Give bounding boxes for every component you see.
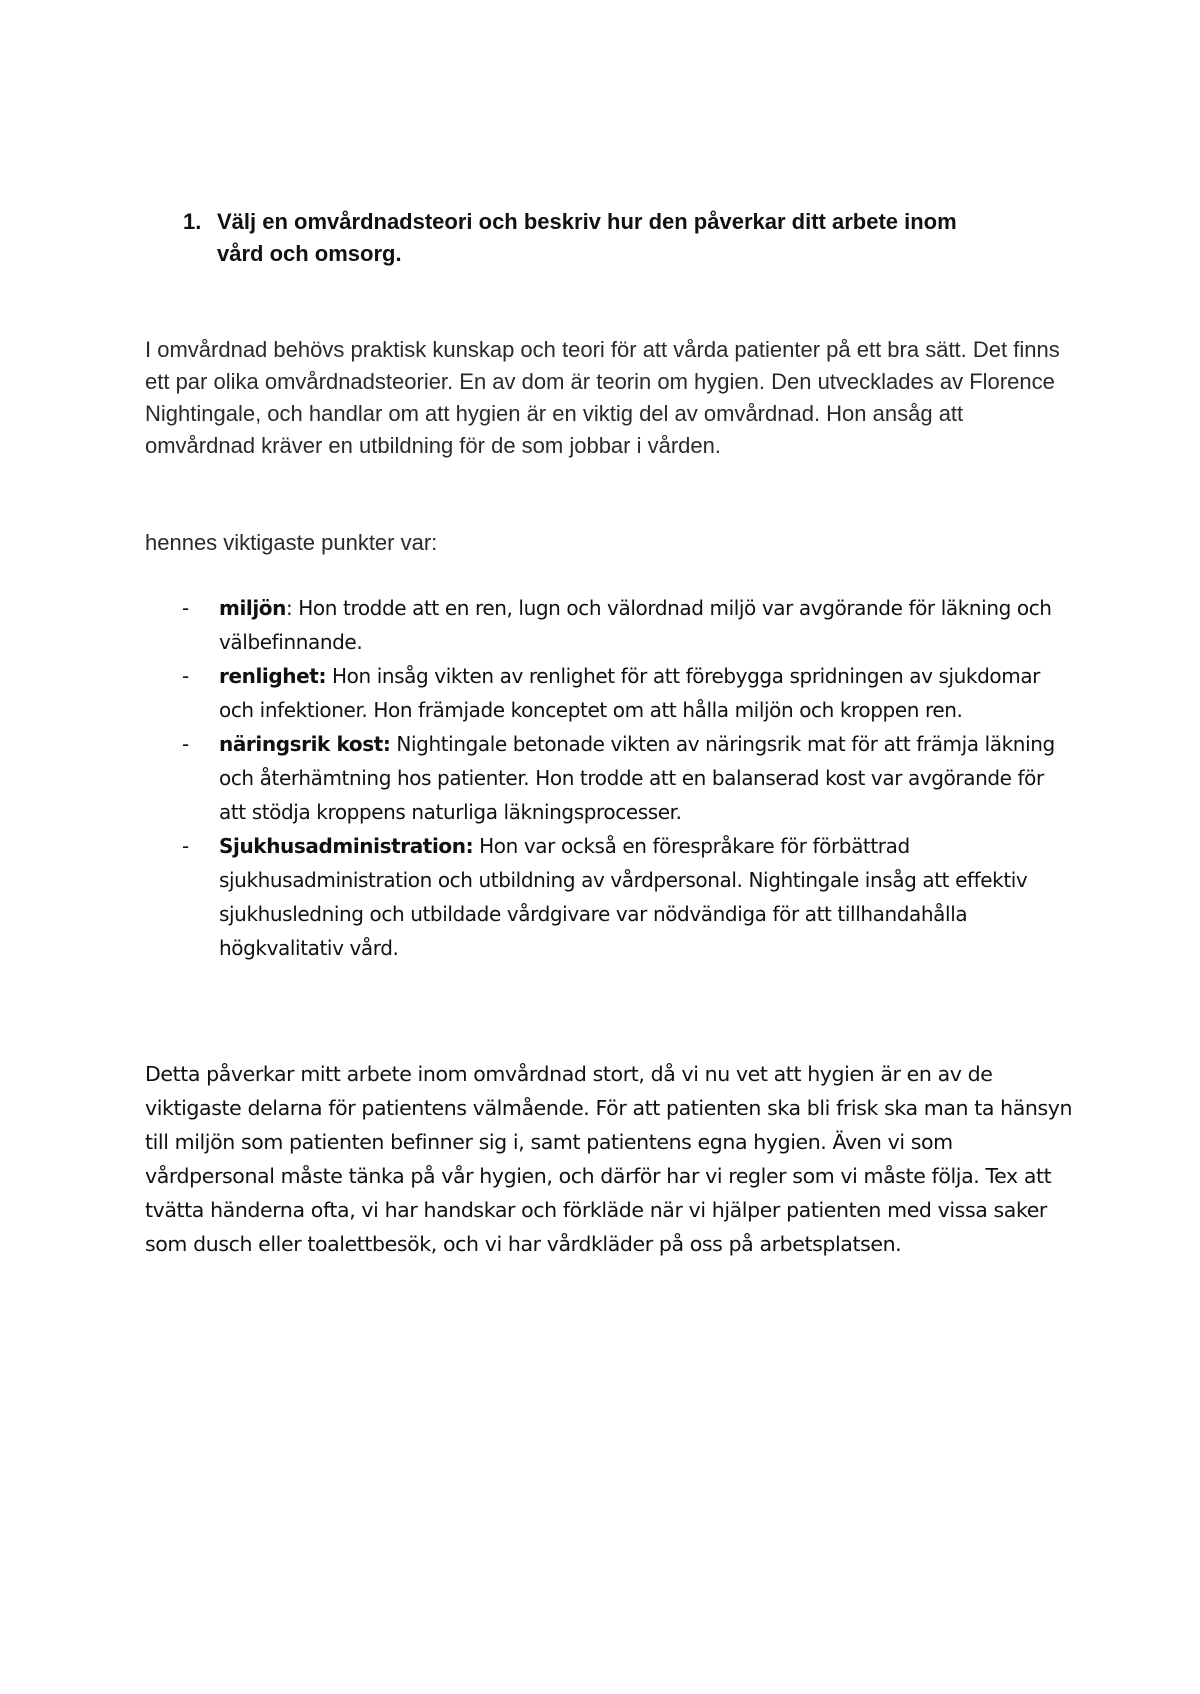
points-intro: hennes viktigaste punkter var:: [145, 530, 438, 555]
point-term: Sjukhusadministration:: [219, 834, 474, 858]
point-text: : Hon trodde att en ren, lugn och välordnad miljö var avgörande för läkning och välbefinnande.: [219, 596, 1052, 654]
point-term: renlighet:: [219, 664, 327, 688]
bullet-dash: -: [182, 596, 189, 620]
question-number: 1.: [183, 209, 202, 234]
list-item: [145, 829, 1075, 965]
point-text: Hon var också en förespråkare för förbättrad sjukhusadministration och utbildning av vårdpersonal. Nightingale insåg att effektiv sjukhusledning och utbildade vårdgivare var nödvändiga för att tillhandahålla högkvalitativ vård.: [219, 834, 1028, 960]
point-term: miljön: [219, 596, 286, 620]
point-term: näringsrik kost:: [219, 732, 391, 756]
list-item: [145, 591, 1075, 659]
bullet-dash: -: [182, 732, 189, 756]
question-text: Välj en omvårdnadsteori och beskriv hur den påverkar ditt arbete inom vård och omsorg.: [217, 209, 957, 266]
conclusion-paragraph: Detta påverkar mitt arbete inom omvårdnad stort, då vi nu vet att hygien är en av de viktigaste delarna för patientens välmående. För att patienten ska bli frisk ska man ta hänsyn till miljön som patienten befinner sig i, samt patientens egna hygien. Även vi som vårdpersonal måste tänka på vår hygien, och därför har vi regler som vi måste följa. Tex att tvätta händerna ofta, vi har handskar och förkläde när vi hjälper patienten med vissa saker som dusch eller toalettbesök, och vi har vårdkläder på oss på arbetsplatsen.: [145, 1062, 1073, 1256]
list-item: [145, 727, 1075, 829]
key-points-list: [145, 591, 1075, 965]
point-text: Hon insåg vikten av renlighet för att förebygga spridningen av sjukdomar och infektioner. Hon främjade konceptet om att hålla miljön och kroppen ren.: [219, 664, 1041, 722]
list-item: [145, 659, 1075, 727]
intro-paragraph: I omvårdnad behövs praktisk kunskap och teori för att vårda patienter på ett bra sätt. Det finns ett par olika omvårdnadsteorier. En av dom är teorin om hygien. Den utvecklades av Florence Nightingale, och handlar om att hygien är en viktig del av omvårdnad. Hon ansåg att omvårdnad kräver en utbildning för de som jobbar i vården.: [145, 337, 1060, 458]
point-text: Nightingale betonade vikten av näringsrik mat för att främja läkning och återhämtning hos patienter. Hon trodde att en balanserad kost var avgörande för att stödja kroppens naturliga läkningsprocesser.: [219, 732, 1055, 824]
question-heading: [183, 206, 1003, 270]
bullet-dash: -: [182, 664, 189, 688]
bullet-dash: -: [182, 834, 189, 858]
